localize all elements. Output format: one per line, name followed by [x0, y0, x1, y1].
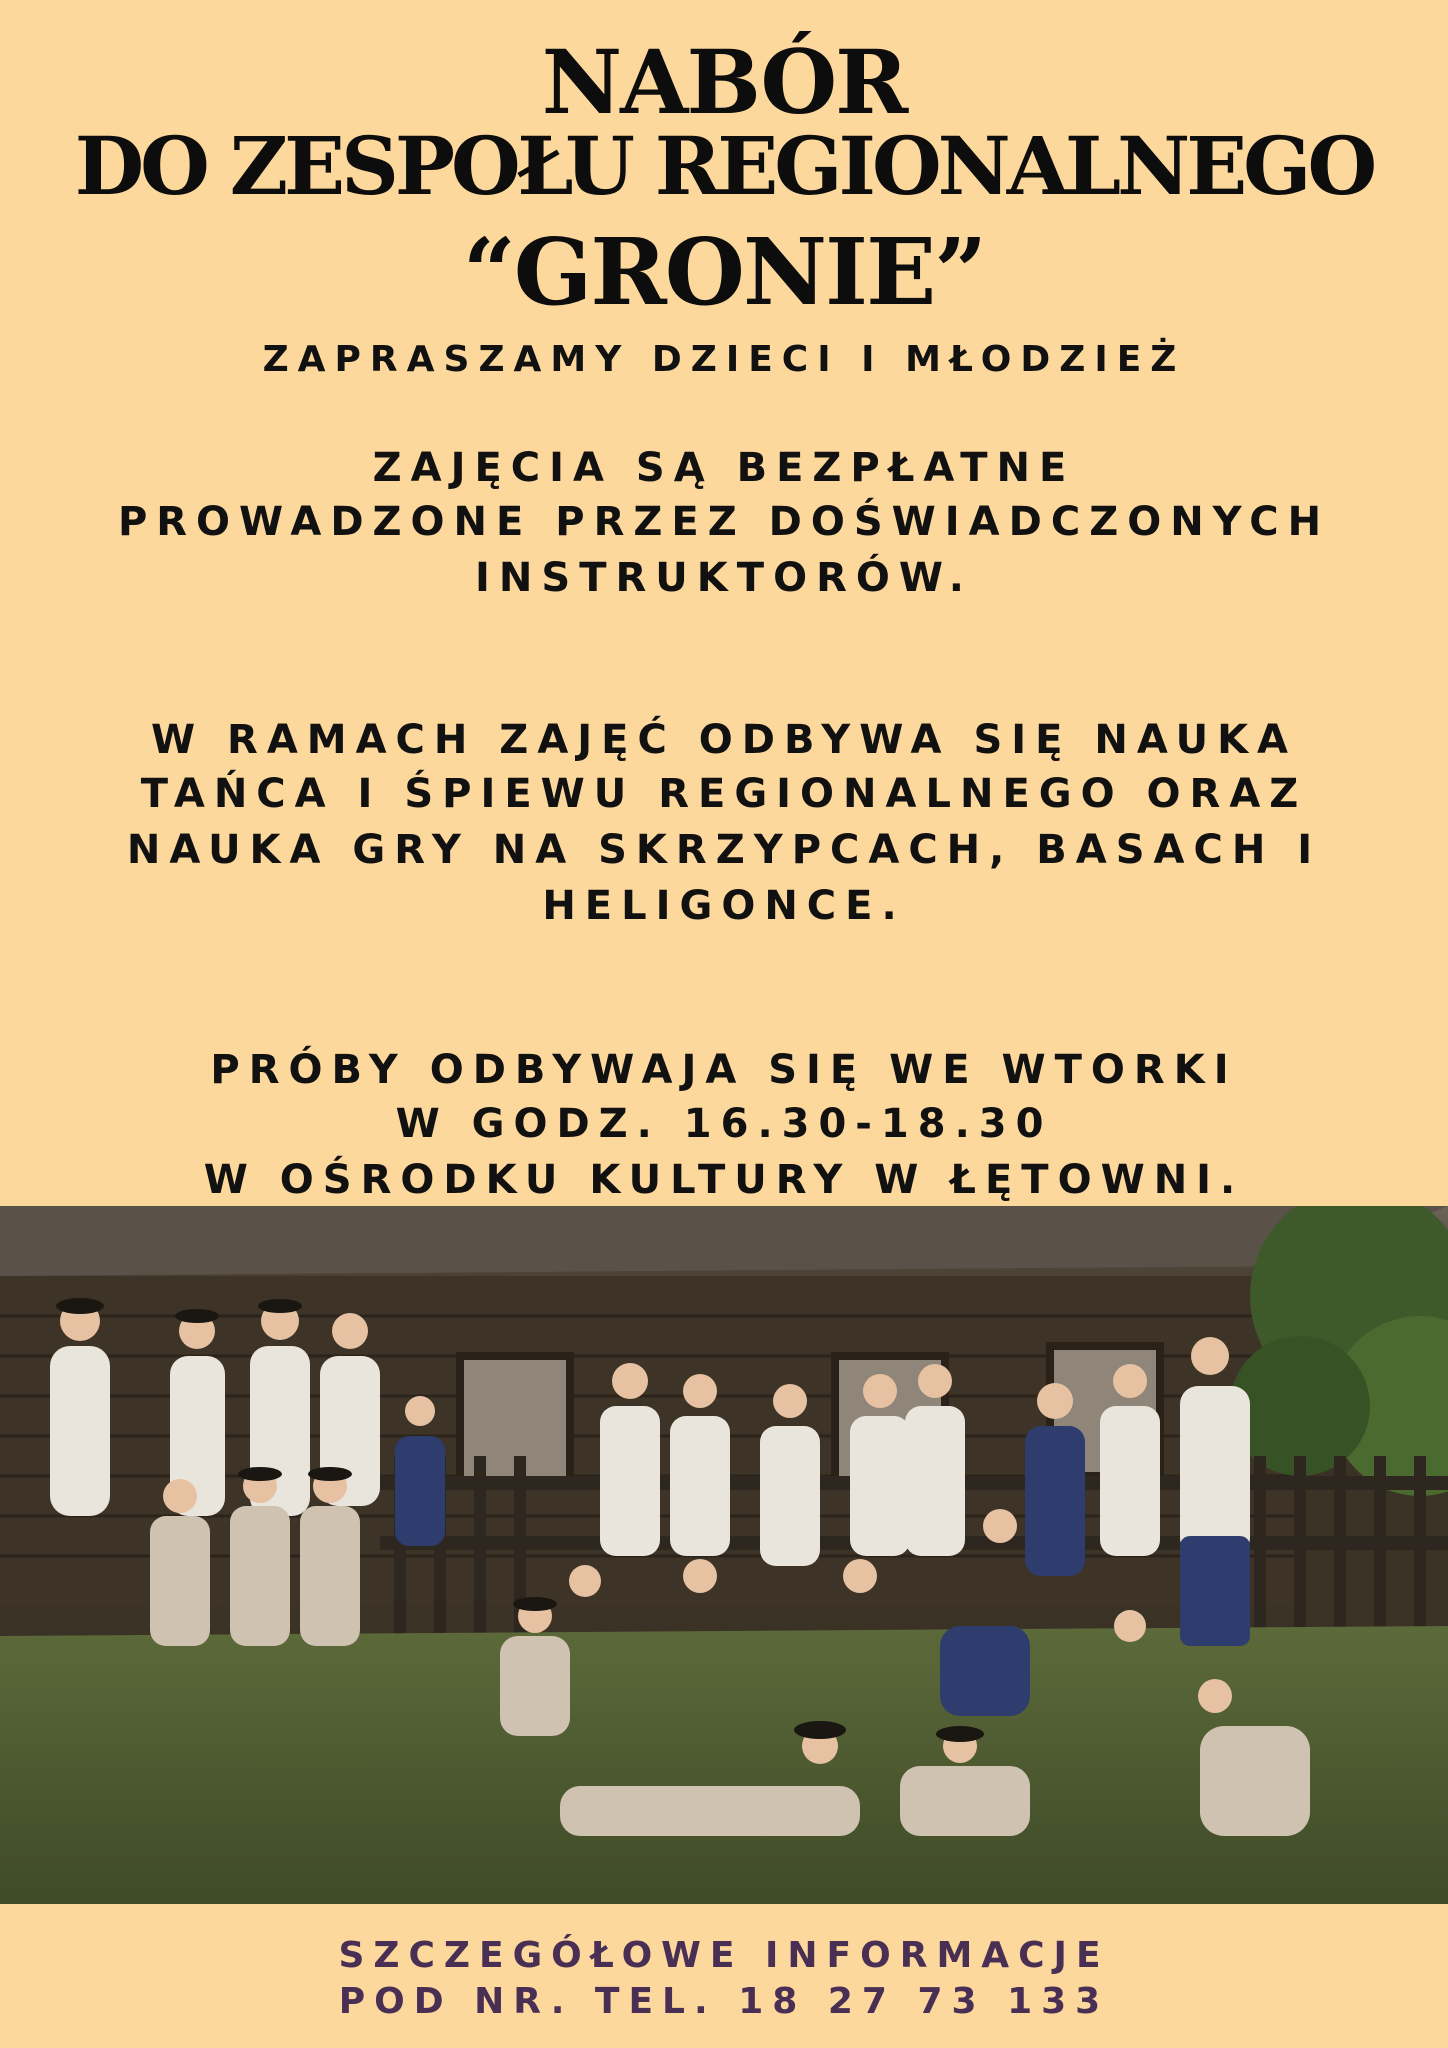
poster-title-line-2: DO ZESPOŁU REGIONALNEGO — [74, 119, 1374, 213]
schedule-line-2: W GODZ. 16.30-18.30 — [395, 1101, 1053, 1147]
program-line-3: NAUKA GRY NA SKRZYPCACH, BASACH I — [126, 827, 1322, 873]
group-photo-illustration — [0, 1206, 1448, 1904]
schedule-line-3: W OŚRODKU KULTURY W ŁĘTOWNI. — [203, 1157, 1245, 1203]
footer-phone-line: POD NR. TEL. 18 27 73 133 — [338, 1981, 1110, 2022]
footer-info-line-1: SZCZEGÓŁOWE INFORMACJE — [338, 1935, 1110, 1976]
poster-title-line-3: “GRONIE” — [462, 218, 986, 326]
invite-text: ZAPRASZAMY DZIECI I MŁODZIEŻ — [262, 339, 1186, 380]
group-photo — [0, 1206, 1448, 1904]
poster-title-line-1: NABÓR — [541, 30, 907, 134]
classes-line-3: INSTRUKTORÓW. — [475, 555, 973, 601]
program-line-1: W RAMACH ZAJĘĆ ODBYWA SIĘ NAUKA — [150, 717, 1298, 763]
program-line-4: HELIGONCE. — [542, 883, 906, 929]
classes-line-1: ZAJĘCIA SĄ BEZPŁATNE — [372, 445, 1076, 491]
schedule-line-1: PRÓBY ODBYWAJA SIĘ WE WTORKI — [210, 1047, 1238, 1093]
program-line-2: TAŃCA I ŚPIEWU REGIONALNEGO ORAZ — [140, 771, 1308, 817]
classes-line-2: PROWADZONE PRZEZ DOŚWIADCZONYCH — [117, 499, 1331, 545]
